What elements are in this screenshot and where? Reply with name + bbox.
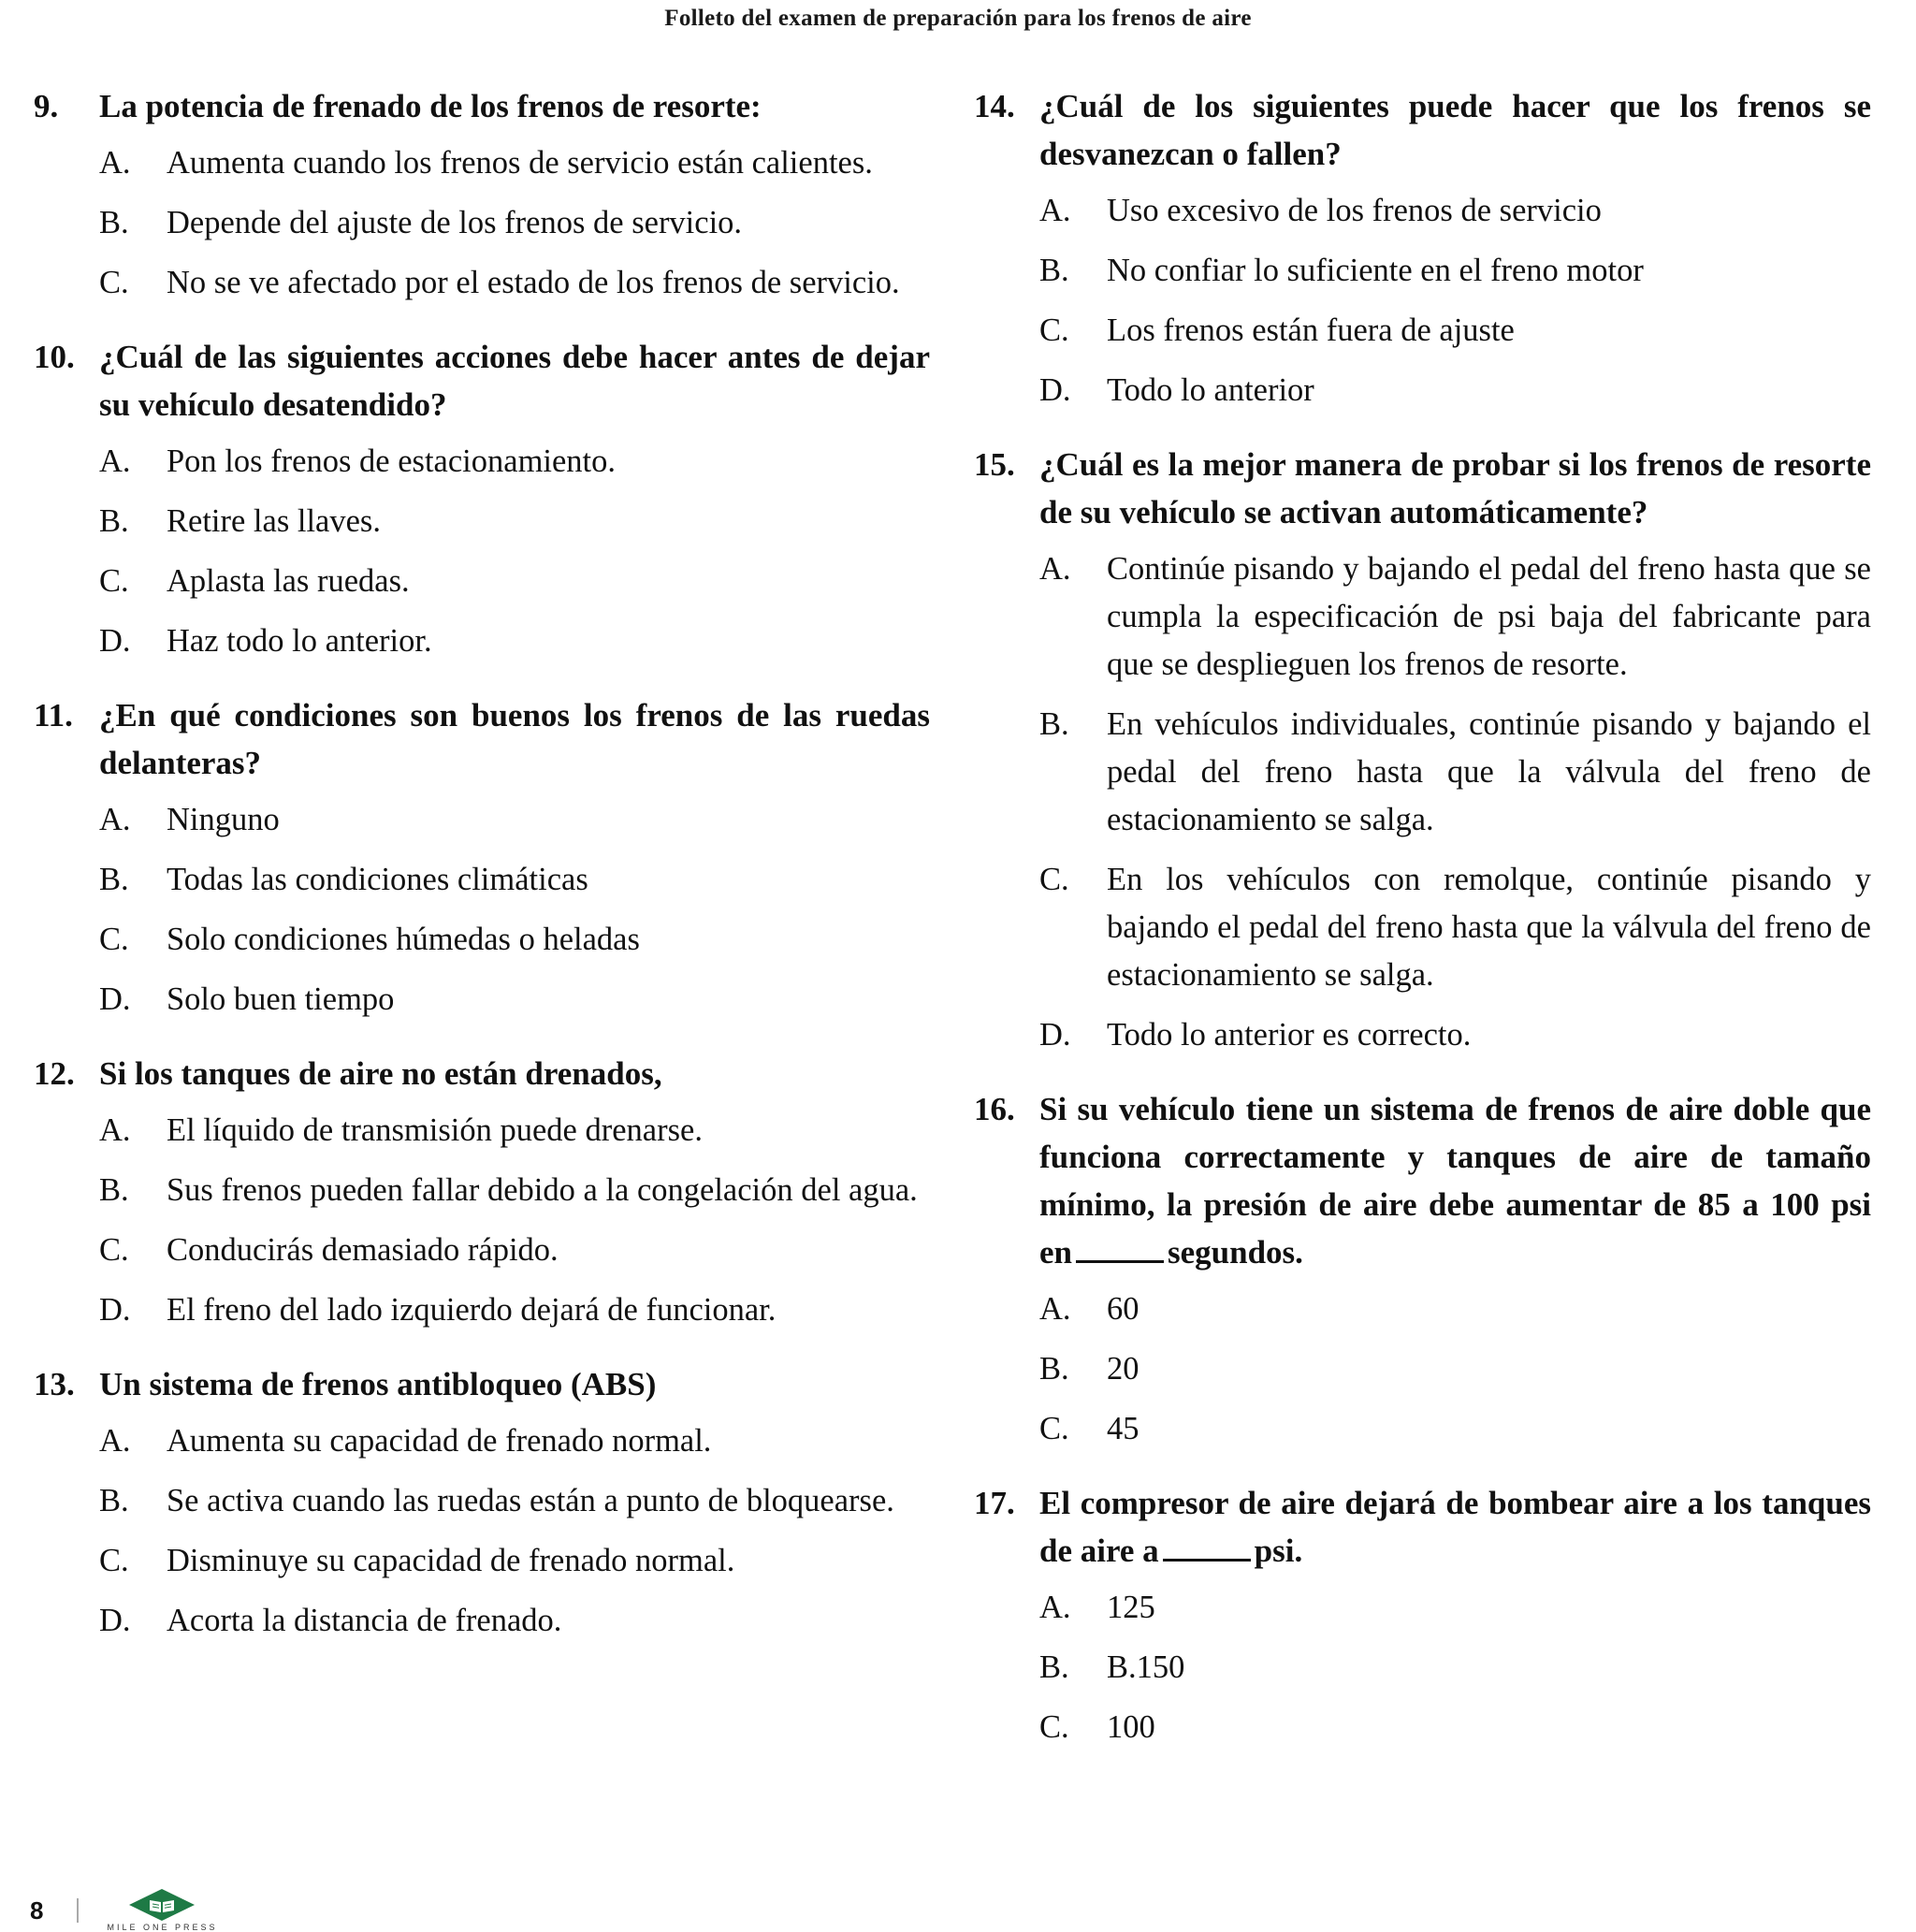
running-header: Folleto del examen de preparación para los frenos de aire [664, 6, 1252, 31]
option-letter: A. [1039, 1590, 1071, 1625]
option-text: Uso excesivo de los frenos de servicio [1107, 193, 1602, 228]
option-d [99, 1286, 930, 1334]
option-letter: A. [1039, 551, 1071, 587]
option-letter: B. [99, 503, 129, 539]
option-letter: A. [99, 145, 131, 181]
option-a [99, 139, 930, 187]
option-c [99, 1537, 930, 1585]
option-letter: B. [99, 1483, 129, 1518]
option-text: Se activa cuando las ruedas están a punto de bloquearse. [167, 1483, 894, 1518]
question-11 [34, 691, 930, 1024]
option-a [1039, 187, 1871, 235]
option-letter: C. [1039, 1411, 1069, 1446]
option-letter: D. [99, 1292, 131, 1328]
question-16 [974, 1085, 1871, 1453]
option-a [1039, 1584, 1871, 1632]
option-c [99, 259, 930, 307]
logo-text: MILE ONE PRESS [107, 1923, 218, 1932]
options-list [1039, 545, 1871, 1059]
option-text: El freno del lado izquierdo dejará de funcionar. [167, 1292, 777, 1328]
option-text: 100 [1107, 1709, 1155, 1745]
option-letter: C. [99, 1232, 129, 1268]
option-text: Aumenta cuando los frenos de servicio están calientes. [167, 145, 873, 181]
option-text: Aumenta su capacidad de frenado normal. [167, 1423, 712, 1459]
question-number: 11. [34, 697, 73, 734]
options-list [1039, 1286, 1871, 1453]
footer-divider [77, 1898, 79, 1923]
option-b [99, 498, 930, 545]
question-text: Si los tanques de aire no están drenados, [99, 1055, 662, 1092]
question-number: 10. [34, 339, 75, 375]
option-text: 45 [1107, 1411, 1139, 1446]
option-text: Haz todo lo anterior. [167, 623, 432, 659]
option-text: Sus frenos pueden fallar debido a la congelación del agua. [167, 1172, 918, 1208]
option-d [99, 976, 930, 1024]
page-number: 8 [30, 1896, 44, 1925]
option-letter: C. [99, 265, 129, 300]
option-c [99, 916, 930, 964]
question-number: 17. [974, 1485, 1015, 1521]
option-b [99, 856, 930, 904]
option-a [99, 438, 930, 486]
option-letter: A. [99, 443, 131, 479]
option-text: Solo condiciones húmedas o heladas [167, 922, 640, 957]
option-letter: C. [1039, 862, 1069, 897]
option-letter: C. [99, 1543, 129, 1578]
option-letter: A. [1039, 1291, 1071, 1327]
option-text: 125 [1107, 1590, 1155, 1625]
page-footer [30, 1892, 218, 1932]
question-text: La potencia de frenado de los frenos de resorte: [99, 88, 762, 124]
option-text: El líquido de transmisión puede drenarse. [167, 1112, 703, 1148]
question-text: ¿Cuál de las siguientes acciones debe hacer antes de dejar su vehículo desatendido? [99, 339, 930, 423]
option-text: En vehículos individuales, continúe pisando y bajando el pedal del freno hasta que la válvula del freno de estacionamiento se salga. [1107, 706, 1871, 837]
option-letter: D. [1039, 372, 1071, 408]
option-c [1039, 1405, 1871, 1453]
option-b [99, 1167, 930, 1214]
option-d [99, 617, 930, 665]
option-letter: C. [1039, 312, 1069, 348]
option-letter: D. [99, 981, 131, 1017]
question-number: 16. [974, 1091, 1015, 1127]
options-list [99, 796, 930, 1024]
question-text: ¿Cuál de los siguientes puede hacer que los frenos se desvanezcan o fallen? [1039, 88, 1871, 172]
option-letter: B. [99, 862, 129, 897]
question-text-after: psi. [1254, 1533, 1303, 1569]
option-b [1039, 1644, 1871, 1692]
option-text: 20 [1107, 1351, 1139, 1387]
option-c [1039, 307, 1871, 355]
question-text: ¿En qué condiciones son buenos los frenos de las ruedas delanteras? [99, 697, 930, 781]
option-b [1039, 247, 1871, 295]
option-text: Ninguno [167, 802, 280, 837]
question-number: 9. [34, 88, 59, 124]
question-text [1039, 1479, 1871, 1575]
question-15 [974, 441, 1871, 1059]
option-a [99, 1417, 930, 1465]
option-letter: B. [1039, 706, 1069, 742]
option-a [99, 796, 930, 844]
question-9 [34, 82, 930, 307]
left-column [34, 82, 930, 1657]
option-letter: A. [99, 1112, 131, 1148]
option-d [99, 1597, 930, 1645]
option-c [99, 1227, 930, 1274]
option-text: Acorta la distancia de frenado. [167, 1603, 562, 1638]
option-text: Pon los frenos de estacionamiento. [167, 443, 617, 479]
question-number: 12. [34, 1055, 75, 1092]
option-letter: C. [99, 922, 129, 957]
options-list [1039, 1584, 1871, 1751]
option-text: B.150 [1107, 1649, 1185, 1685]
question-text-before: El compresor de aire dejará de bombear aire a los tanques de aire a [1039, 1485, 1871, 1569]
option-b [1039, 1345, 1871, 1393]
right-column [974, 82, 1871, 1764]
option-letter: D. [99, 1603, 131, 1638]
option-text: No se ve afectado por el estado de los frenos de servicio. [167, 265, 900, 300]
option-c [99, 558, 930, 605]
question-12 [34, 1050, 930, 1334]
question-text: Un sistema de frenos antibloqueo (ABS) [99, 1366, 657, 1402]
option-text: Todo lo anterior es correcto. [1107, 1017, 1472, 1053]
option-c [1039, 856, 1871, 999]
option-text: Disminuye su capacidad de frenado normal. [167, 1543, 735, 1578]
option-text: 60 [1107, 1291, 1139, 1327]
option-letter: A. [99, 1423, 131, 1459]
option-letter: D. [1039, 1017, 1071, 1053]
question-text-after: segundos. [1168, 1234, 1303, 1271]
option-text: Continúe pisando y bajando el pedal del freno hasta que se cumpla la especificación de psi baja del fabricante para que se desplieguen los frenos de resorte. [1107, 551, 1871, 682]
option-letter: A. [1039, 193, 1071, 228]
option-b [1039, 701, 1871, 844]
publisher-logo [107, 1889, 217, 1932]
option-letter: B. [1039, 253, 1069, 288]
option-a [99, 1107, 930, 1155]
options-list [99, 1107, 930, 1334]
option-letter: B. [99, 1172, 129, 1208]
option-text: Solo buen tiempo [167, 981, 395, 1017]
question-number: 14. [974, 88, 1015, 124]
option-text: En los vehículos con remolque, continúe pisando y bajando el pedal del freno hasta que la válvula del freno de estacionamiento se salga. [1107, 862, 1871, 993]
option-text: Depende del ajuste de los frenos de servicio. [167, 205, 743, 240]
option-b [99, 199, 930, 247]
option-d [1039, 367, 1871, 414]
option-text: Retire las llaves. [167, 503, 381, 539]
question-text [1039, 1085, 1871, 1276]
question-10 [34, 333, 930, 665]
option-letter: A. [99, 802, 131, 837]
option-text: Conducirás demasiado rápido. [167, 1232, 559, 1268]
answer-blank [1163, 1559, 1251, 1562]
option-c [1039, 1704, 1871, 1751]
option-a [1039, 1286, 1871, 1333]
options-list [99, 139, 930, 307]
question-14 [974, 82, 1871, 414]
option-letter: C. [99, 563, 129, 599]
question-number: 13. [34, 1366, 75, 1402]
question-number: 15. [974, 446, 1015, 483]
question-13 [34, 1360, 930, 1645]
option-a [1039, 545, 1871, 689]
options-list [99, 438, 930, 665]
option-d [1039, 1011, 1871, 1059]
options-list [99, 1417, 930, 1645]
option-text: Los frenos están fuera de ajuste [1107, 312, 1515, 348]
option-letter: C. [1039, 1709, 1069, 1745]
option-b [99, 1477, 930, 1525]
option-text: Aplasta las ruedas. [167, 563, 410, 599]
answer-blank [1076, 1260, 1164, 1263]
option-text: Todas las condiciones climáticas [167, 862, 588, 897]
question-text-before: Si su vehículo tiene un sistema de frenos de aire doble que funciona correctamente y tanques de aire de tamaño mínimo, la presión de aire debe aumentar de 85 a 100 psi en [1039, 1091, 1871, 1271]
option-letter: B. [1039, 1649, 1069, 1685]
option-letter: D. [99, 623, 131, 659]
option-text: Todo lo anterior [1107, 372, 1314, 408]
option-letter: B. [99, 205, 129, 240]
question-text: ¿Cuál es la mejor manera de probar si los frenos de resorte de su vehículo se activan automáticamente? [1039, 446, 1871, 530]
option-letter: B. [1039, 1351, 1069, 1387]
options-list [1039, 187, 1871, 414]
question-17 [974, 1479, 1871, 1751]
option-text: No confiar lo suficiente en el freno motor [1107, 253, 1644, 288]
